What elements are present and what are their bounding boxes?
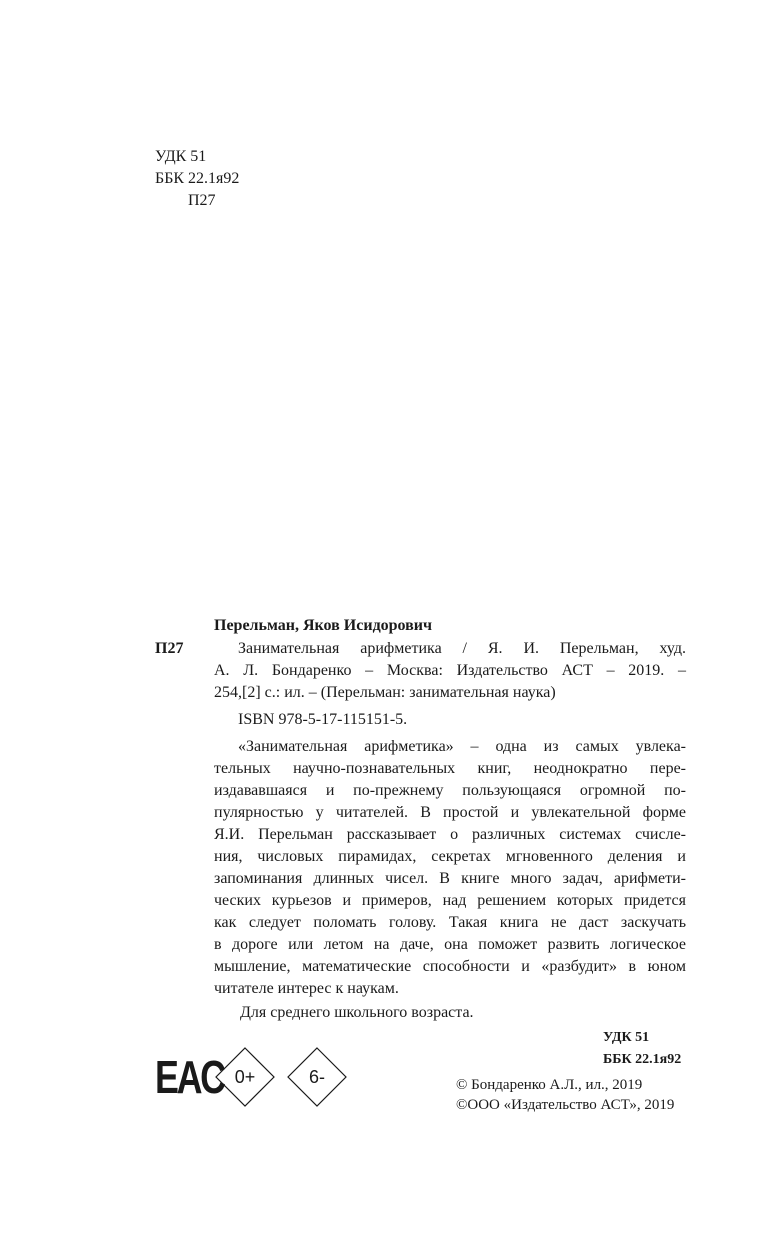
age-rating-label: 6- [308, 1066, 325, 1087]
annotation-line: тельных научно-познавательных книг, неоднократно пере- [214, 760, 686, 777]
annotation-line: мышление, математические способности и «разбудит» в юном [214, 958, 686, 975]
bbk-code-top: ББК 22.1я92 [155, 170, 240, 187]
description-line: Занимательная арифметика / Я. И. Перельман, худ. [238, 640, 686, 657]
description-line: А. Л. Бондаренко – Москва: Издательство АСТ – 2019. – [214, 662, 686, 679]
annotation-line: пулярностью у читателей. В простой и увлекательной форме [214, 804, 686, 821]
annotation-line: издававшаяся и по-прежнему пользующаяся огромной по- [214, 782, 686, 799]
description-line: 254,[2] с.: ил. – (Перельман: занимательная наука) [214, 684, 556, 701]
author-mark: П27 [155, 640, 184, 657]
age-rating-badge [287, 1047, 347, 1107]
age-rating-badge [215, 1047, 275, 1107]
annotation-line: как следует поломать голову. Такая книга не даст заскучать [214, 914, 686, 931]
annotation-line: ческих курьезов и примеров, над решением которых придется [214, 892, 686, 909]
author-mark-top: П27 [188, 192, 216, 209]
eac-mark: EAC [155, 1051, 224, 1103]
annotation-line: ния, числовых пирамидах, секретах мгновенного деления и [214, 848, 686, 865]
udk-code: УДК 51 [603, 1030, 650, 1045]
audience-note: Для среднего школьного возраста. [240, 1004, 474, 1021]
isbn: ISBN 978-5-17-115151-5. [238, 711, 408, 728]
annotation-line: читателе интерес к наукам. [214, 980, 399, 997]
annotation-line: в дороге или летом на даче, она поможет развить логическое [214, 936, 686, 953]
annotation-line: запоминания длинных чисел. В книге много задач, арифмети- [214, 870, 686, 887]
bbk-code: ББК 22.1я92 [603, 1052, 682, 1067]
author-name: Перельман, Яков Исидорович [214, 617, 433, 634]
annotation-line: Я.И. Перельман рассказывает о различных системах счисле- [214, 826, 686, 843]
age-rating-label: 0+ [234, 1066, 256, 1087]
udk-code-top: УДК 51 [155, 148, 207, 165]
copyright-line: © Бондаренко А.Л., ил., 2019 [456, 1077, 643, 1093]
copyright-line: ©ООО «Издательство АСТ», 2019 [456, 1097, 675, 1113]
annotation-line: «Занимательная арифметика» – одна из самых увлека- [238, 738, 686, 755]
